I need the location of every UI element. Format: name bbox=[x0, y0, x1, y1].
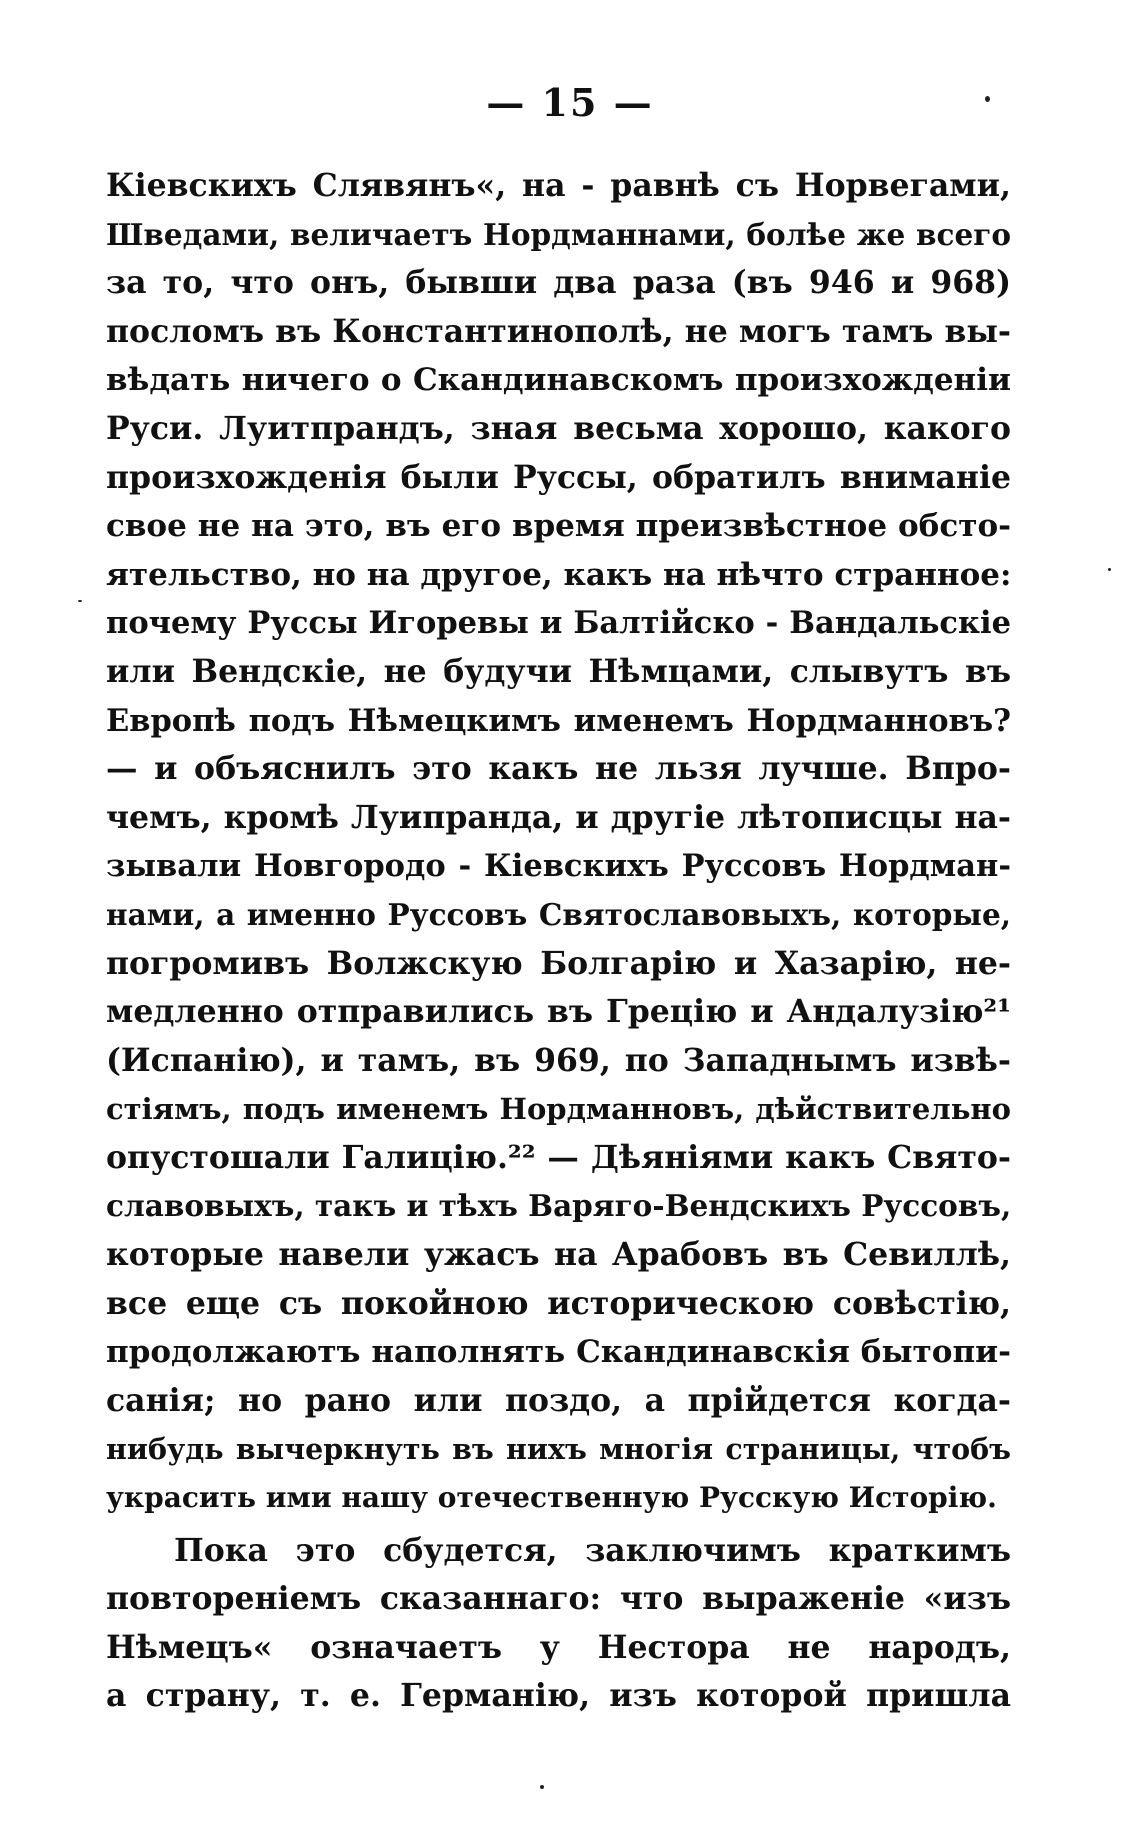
text-line: зывали Новгородо - Кіевскихъ Руссовъ Нордман- bbox=[106, 848, 1011, 885]
text-line: погромивъ Волжскую Болгарію и Хазарію, не- bbox=[106, 944, 1011, 982]
text-line: произхожденія были Руссы, обратилъ вниманіе bbox=[106, 458, 1011, 496]
text-line: Нѣмецъ« означаетъ у Нестора не народъ, bbox=[106, 1628, 1011, 1666]
text-line: свое не на это, въ его время преизвѣстное обсто- bbox=[106, 508, 1011, 545]
text-line: опустошали Галицію.²² — Дѣяніями какъ Свято- bbox=[106, 1138, 1011, 1176]
text-line: которые навели ужасъ на Арабовъ въ Севиллѣ, bbox=[106, 1236, 1011, 1274]
scan-speck bbox=[985, 96, 990, 102]
text-line: Шведами, величаетъ Нордманнами, болѣе же всего bbox=[106, 216, 1011, 252]
text-line: за то, что онъ, бывши два раза (въ 946 и 968) bbox=[106, 264, 1011, 302]
text-line: нами, а именно Руссовъ Святославовыхъ, которые, bbox=[106, 896, 1011, 932]
scan-speck bbox=[1108, 568, 1111, 571]
text-line: славовыхъ, такъ и тѣхъ Варяго-Вендскихъ Руссовъ, bbox=[106, 1188, 1012, 1224]
text-line: посломъ въ Константинополѣ, не могъ тамъ вы- bbox=[106, 312, 1011, 350]
text-line: медленно отправились въ Грецію и Андалузію²¹ bbox=[106, 993, 1011, 1031]
text-line: Европѣ подъ Нѣмецкимъ именемъ Нордманновъ? bbox=[106, 702, 1011, 739]
body-text bbox=[106, 162, 1011, 1721]
text-line: вѣдать ничего о Скандинавскомъ произхожденіи bbox=[106, 362, 1011, 399]
scan-speck bbox=[540, 1785, 544, 1789]
text-line: нибудь вычеркнуть въ нихъ многія страницы, чтобъ bbox=[106, 1432, 1011, 1467]
text-line: (Испанію), и тамъ, въ 969, по Западнымъ извѣ- bbox=[106, 1041, 1011, 1079]
text-line: Пока это сбудется, заключимъ краткимъ bbox=[174, 1531, 1011, 1569]
text-line: повтореніемъ сказаннаго: что выраженіе «изъ bbox=[106, 1580, 1011, 1618]
text-line: а страну, т. е. Германію, изъ которой пришла bbox=[106, 1677, 1011, 1715]
scan-speck bbox=[78, 600, 82, 602]
text-line: стіямъ, подъ именемъ Нордманновъ, дѣйствительно bbox=[106, 1092, 1011, 1127]
text-line: Кіевскихъ Слявянъ«, на - равнѣ съ Норвегами, bbox=[106, 167, 1011, 204]
text-line: Руси. Луитпрандъ, зная весьма хорошо, какого bbox=[106, 409, 1011, 447]
text-line: — и объяснилъ это какъ не льзя лучше. Впро- bbox=[106, 750, 1011, 788]
text-line: почему Руссы Игоревы и Балтійско - Вандальскіе bbox=[106, 605, 1011, 642]
text-line: продолжаютъ наполнять Скандинавскія бытопи- bbox=[106, 1334, 1011, 1371]
page-number: — 15 — bbox=[486, 80, 654, 125]
text-line: ятельство, но на другое, какъ на нѣчто странное: bbox=[106, 556, 1012, 593]
text-line: санія; но рано или поздо, а прійдется когда- bbox=[106, 1381, 1011, 1419]
text-line: украсить ими нашу отечественную Русскую Исторію. bbox=[106, 1481, 997, 1515]
text-line: все еще съ покойною историческою совѣстію, bbox=[106, 1284, 1011, 1322]
text-line: или Вендскіе, не будучи Нѣмцами, слывутъ въ bbox=[106, 652, 1011, 690]
text-line: чемъ, кромѣ Луипранда, и другіе лѣтописцы на- bbox=[106, 798, 1011, 836]
